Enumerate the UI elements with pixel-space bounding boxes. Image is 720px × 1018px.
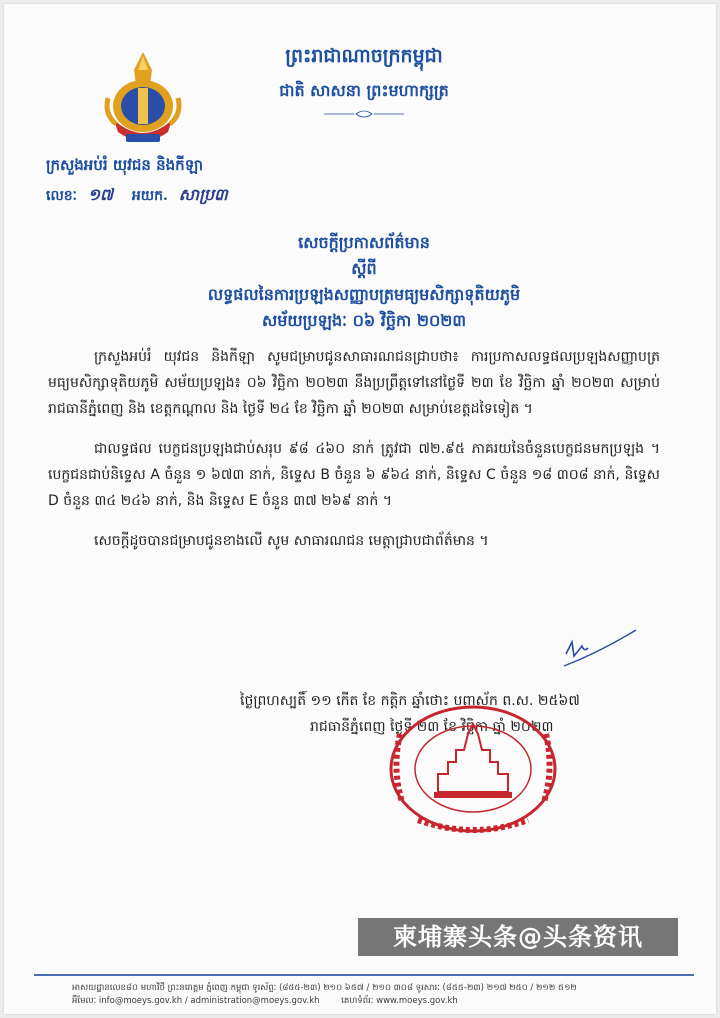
title-session: សម័យប្រឡងៈ ០៦ វិច្ឆិកា ២០២៣ — [261, 311, 467, 330]
solar-date: រាជធានីភ្នំពេញ ថ្ងៃទី ២៣ ខែ វិច្ឆិកា ឆ្នាំ ២០២៣ — [310, 719, 554, 735]
lunar-date: ថ្ងៃព្រហស្បតិ៍ ១១ កើត ខែ កត្តិក ឆ្នាំថោះ បញ្ចស័ក ព.ស. ២៥៦៧ — [240, 693, 580, 709]
paragraph: សេចក្តីដូចបានជម្រាបជូនខាងលើ សូម សាធារណជន មេត្តាជ្រាបជាព័ត៌មាន ។ — [94, 533, 489, 549]
title-announcement: សេចក្តីប្រកាសព័ត៌មាន — [298, 233, 430, 252]
royal-coat-of-arms-icon — [102, 50, 184, 150]
paragraph: ក្រសួងអប់រំ យុវជន និងកីឡា សូមជម្រាបជូនសាធារណជនជ្រាបថា៖ ការប្រកាសលទ្ធផលប្រឡងសញ្ញាបត្រមធ្យមសិក្សាទុតិយភូមិ សម័យប្រឡង៖ ០៦ វិច្ឆិកា ២០២៣ នឹងប្រព្រឹត្តទៅនៅថ្ងៃទី ២៣ ខែ វិច្ឆិកា ឆ្នាំ ២០២៣ សម្រាប់ រាជធានីភ្នំពេញ និង ខេត្តកណ្តាល និង ថ្ងៃទី ២៤ ខែ វិច្ឆិកា ឆ្នាំ ២០២៣ សម្រាប់ខេត្តដទៃទៀត ។ — [48, 349, 660, 417]
reference-code: អយក. — [131, 188, 168, 204]
reference-number — [46, 184, 228, 208]
footer — [72, 982, 692, 1008]
ornament-divider-icon — [324, 110, 404, 118]
source-watermark: 柬埔寨头条@头条资讯 — [358, 918, 678, 956]
footer-divider — [34, 974, 694, 976]
kingdom-title: ព្រះរាជាណាចក្រកម្ពុជា — [285, 45, 443, 67]
reference-suffix: សាប្រ៣ — [178, 185, 228, 204]
paragraph: ជាលទ្ធផល បេក្ខជនប្រឡងជាប់សរុប ៩៨ ៤៦០ នាក់ ត្រូវជា ៧២.៩៥ ភាគរយនៃចំនួនបេក្ខជនមកប្រឡង ។ បេក្ខជនជាប់និទ្ទេស A ចំនួន ១ ៦៧៣ នាក់, និទ្ទេស B ចំនួន ៦ ៩៦៤ នាក់, និទ្ទេស C ចំនួន ១៨ ៣០៨ នាក់, និទ្ទេស D ចំនួន ៣៤ ២៤៦ នាក់, និង និទ្ទេស E ចំនួន ៣៧ ២៦៩ នាក់ ។ — [48, 441, 660, 509]
national-motto: ជាតិ សាសនា ព្រះមហាក្សត្រ — [279, 81, 449, 100]
announcement-body — [48, 344, 660, 568]
letterhead — [204, 44, 524, 118]
reference-value: ១៧ — [87, 185, 114, 204]
title-subject: លទ្ធផលនៃការប្រឡងសញ្ញាបត្រមធ្យមសិក្សាទុតិយភូមិ — [207, 285, 521, 304]
footer-contacts — [72, 995, 692, 1008]
initial-signature-icon — [560, 622, 640, 672]
official-seal-icon — [388, 704, 558, 834]
document-page — [4, 4, 716, 1014]
reference-label: លេខៈ — [46, 188, 77, 204]
footer-email: អ៊ីមែលៈ info@moeys.gov.kh / administration@moeys.gov.kh — [72, 996, 320, 1006]
title-regarding: ស្តីពី — [351, 259, 377, 278]
document-title-block — [104, 230, 624, 334]
ministry-name: ក្រសួងអប់រំ យុវជន និងកីឡា — [46, 156, 204, 174]
footer-address: អាសយដ្ឋានលេខ៨០ មហាវិថី ព្រះនរោត្តម ភ្នំពេញ កម្ពុជា ទូរស័ព្ទៈ (៨៥៥-២៣) ២១០ ៦៥៧ / ២១០ ៣០៨ ទូរសារៈ (៨៥៥-២៣) ២១៧ ២៥០ / ២១២ ៥១២ — [72, 983, 577, 993]
footer-website: គេហទំព័រៈ www.moeys.gov.kh — [341, 996, 458, 1006]
